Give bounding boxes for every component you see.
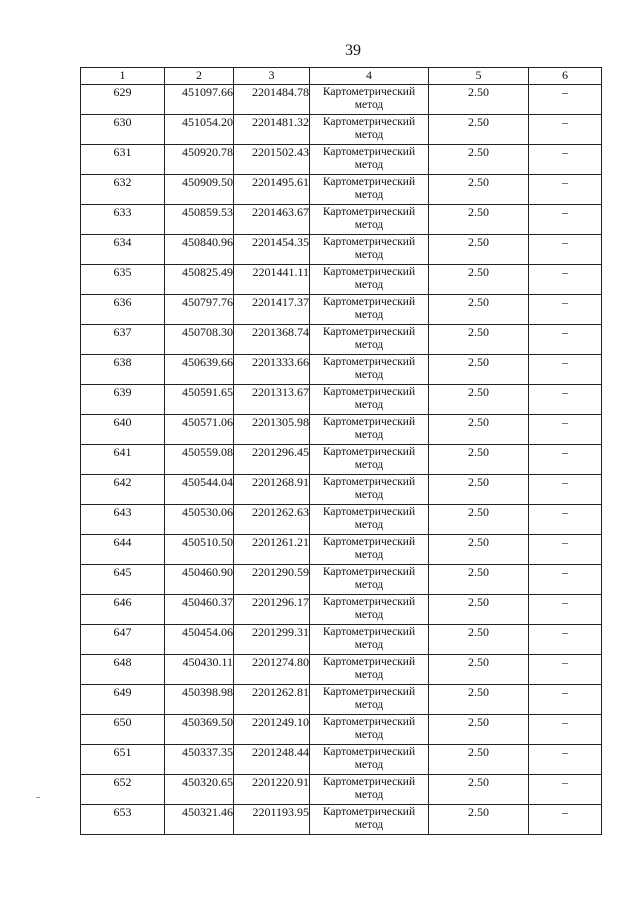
x-coordinate-cell: 451054.20 <box>165 115 234 145</box>
method-cell: Картометрический метод <box>310 355 429 385</box>
accuracy-cell: 2.50 <box>429 325 529 355</box>
x-coordinate-cell: 450454.06 <box>165 625 234 655</box>
point-number-cell: 644 <box>81 535 165 565</box>
table-row <box>81 295 602 325</box>
table-row <box>81 715 602 745</box>
point-number-cell: 653 <box>81 805 165 835</box>
column-header-2: 2 <box>165 68 234 85</box>
x-coordinate-cell: 450920.78 <box>165 145 234 175</box>
column-header-3: 3 <box>234 68 310 85</box>
y-coordinate-cell: 2201368.74 <box>234 325 310 355</box>
note-cell: – <box>529 505 602 535</box>
accuracy-cell: 2.50 <box>429 145 529 175</box>
x-coordinate-cell: 450460.90 <box>165 565 234 595</box>
column-header-5: 5 <box>429 68 529 85</box>
point-number-cell: 650 <box>81 715 165 745</box>
accuracy-cell: 2.50 <box>429 415 529 445</box>
x-coordinate-cell: 450530.06 <box>165 505 234 535</box>
table-row <box>81 145 602 175</box>
method-cell: Картометрический метод <box>310 85 429 115</box>
accuracy-cell: 2.50 <box>429 625 529 655</box>
accuracy-cell: 2.50 <box>429 205 529 235</box>
y-coordinate-cell: 2201262.63 <box>234 505 310 535</box>
x-coordinate-cell: 450591.65 <box>165 385 234 415</box>
x-coordinate-cell: 450337.35 <box>165 745 234 775</box>
table-row <box>81 505 602 535</box>
point-number-cell: 647 <box>81 625 165 655</box>
table-row <box>81 415 602 445</box>
y-coordinate-cell: 2201333.66 <box>234 355 310 385</box>
table-row <box>81 445 602 475</box>
x-coordinate-cell: 450320.65 <box>165 775 234 805</box>
note-cell: – <box>529 565 602 595</box>
accuracy-cell: 2.50 <box>429 505 529 535</box>
x-coordinate-cell: 450430.11 <box>165 655 234 685</box>
table-row <box>81 565 602 595</box>
x-coordinate-cell: 450639.66 <box>165 355 234 385</box>
point-number-cell: 638 <box>81 355 165 385</box>
table-row <box>81 745 602 775</box>
method-cell: Картометрический метод <box>310 265 429 295</box>
y-coordinate-cell: 2201193.95 <box>234 805 310 835</box>
table-row <box>81 205 602 235</box>
method-cell: Картометрический метод <box>310 385 429 415</box>
point-number-cell: 637 <box>81 325 165 355</box>
note-cell: – <box>529 715 602 745</box>
point-number-cell: 641 <box>81 445 165 475</box>
accuracy-cell: 2.50 <box>429 235 529 265</box>
method-cell: Картометрический метод <box>310 565 429 595</box>
point-number-cell: 640 <box>81 415 165 445</box>
y-coordinate-cell: 2201296.45 <box>234 445 310 475</box>
y-coordinate-cell: 2201305.98 <box>234 415 310 445</box>
note-cell: – <box>529 115 602 145</box>
x-coordinate-cell: 450544.04 <box>165 475 234 505</box>
method-cell: Картометрический метод <box>310 445 429 475</box>
note-cell: – <box>529 445 602 475</box>
note-cell: – <box>529 625 602 655</box>
accuracy-cell: 2.50 <box>429 175 529 205</box>
table-row <box>81 355 602 385</box>
table-row <box>81 805 602 835</box>
x-coordinate-cell: 450708.30 <box>165 325 234 355</box>
note-cell: – <box>529 745 602 775</box>
note-cell: – <box>529 325 602 355</box>
page-number: 39 <box>345 42 361 59</box>
accuracy-cell: 2.50 <box>429 265 529 295</box>
x-coordinate-cell: 450825.49 <box>165 265 234 295</box>
point-number-cell: 636 <box>81 295 165 325</box>
y-coordinate-cell: 2201274.80 <box>234 655 310 685</box>
method-cell: Картометрический метод <box>310 805 429 835</box>
note-cell: – <box>529 385 602 415</box>
method-cell: Картометрический метод <box>310 505 429 535</box>
table-body <box>81 85 602 835</box>
point-number-cell: 634 <box>81 235 165 265</box>
method-cell: Картометрический метод <box>310 205 429 235</box>
method-cell: Картометрический метод <box>310 625 429 655</box>
method-cell: Картометрический метод <box>310 745 429 775</box>
y-coordinate-cell: 2201441.11 <box>234 265 310 295</box>
table-row <box>81 685 602 715</box>
y-coordinate-cell: 2201268.91 <box>234 475 310 505</box>
accuracy-cell: 2.50 <box>429 595 529 625</box>
note-cell: – <box>529 175 602 205</box>
x-coordinate-cell: 450559.08 <box>165 445 234 475</box>
point-number-cell: 633 <box>81 205 165 235</box>
header-row <box>81 68 602 85</box>
x-coordinate-cell: 450369.50 <box>165 715 234 745</box>
method-cell: Картометрический метод <box>310 655 429 685</box>
accuracy-cell: 2.50 <box>429 745 529 775</box>
note-cell: – <box>529 205 602 235</box>
note-cell: – <box>529 355 602 385</box>
table-row <box>81 325 602 355</box>
y-coordinate-cell: 2201296.17 <box>234 595 310 625</box>
table-row <box>81 265 602 295</box>
table-row <box>81 655 602 685</box>
y-coordinate-cell: 2201417.37 <box>234 295 310 325</box>
table-header <box>81 68 602 85</box>
method-cell: Картометрический метод <box>310 325 429 355</box>
note-cell: – <box>529 415 602 445</box>
method-cell: Картометрический метод <box>310 145 429 175</box>
x-coordinate-cell: 451097.66 <box>165 85 234 115</box>
y-coordinate-cell: 2201249.10 <box>234 715 310 745</box>
point-number-cell: 649 <box>81 685 165 715</box>
accuracy-cell: 2.50 <box>429 565 529 595</box>
table-row <box>81 385 602 415</box>
x-coordinate-cell: 450321.46 <box>165 805 234 835</box>
accuracy-cell: 2.50 <box>429 355 529 385</box>
y-coordinate-cell: 2201262.81 <box>234 685 310 715</box>
note-cell: – <box>529 85 602 115</box>
table-row <box>81 115 602 145</box>
scan-speck <box>36 797 40 798</box>
accuracy-cell: 2.50 <box>429 85 529 115</box>
point-number-cell: 645 <box>81 565 165 595</box>
y-coordinate-cell: 2201248.44 <box>234 745 310 775</box>
y-coordinate-cell: 2201220.91 <box>234 775 310 805</box>
table-row <box>81 475 602 505</box>
method-cell: Картометрический метод <box>310 595 429 625</box>
point-number-cell: 652 <box>81 775 165 805</box>
y-coordinate-cell: 2201463.67 <box>234 205 310 235</box>
y-coordinate-cell: 2201313.67 <box>234 385 310 415</box>
note-cell: – <box>529 475 602 505</box>
accuracy-cell: 2.50 <box>429 445 529 475</box>
x-coordinate-cell: 450571.06 <box>165 415 234 445</box>
note-cell: – <box>529 145 602 175</box>
point-number-cell: 642 <box>81 475 165 505</box>
accuracy-cell: 2.50 <box>429 385 529 415</box>
point-number-cell: 631 <box>81 145 165 175</box>
accuracy-cell: 2.50 <box>429 775 529 805</box>
table-row <box>81 595 602 625</box>
y-coordinate-cell: 2201495.61 <box>234 175 310 205</box>
method-cell: Картометрический метод <box>310 295 429 325</box>
accuracy-cell: 2.50 <box>429 115 529 145</box>
y-coordinate-cell: 2201481.32 <box>234 115 310 145</box>
note-cell: – <box>529 685 602 715</box>
accuracy-cell: 2.50 <box>429 685 529 715</box>
note-cell: – <box>529 775 602 805</box>
method-cell: Картометрический метод <box>310 715 429 745</box>
point-number-cell: 629 <box>81 85 165 115</box>
column-header-6: 6 <box>529 68 602 85</box>
point-number-cell: 632 <box>81 175 165 205</box>
note-cell: – <box>529 235 602 265</box>
x-coordinate-cell: 450909.50 <box>165 175 234 205</box>
method-cell: Картометрический метод <box>310 115 429 145</box>
point-number-cell: 643 <box>81 505 165 535</box>
note-cell: – <box>529 265 602 295</box>
y-coordinate-cell: 2201299.31 <box>234 625 310 655</box>
table-row <box>81 535 602 565</box>
method-cell: Картометрический метод <box>310 475 429 505</box>
note-cell: – <box>529 655 602 685</box>
table-row <box>81 235 602 265</box>
x-coordinate-cell: 450840.96 <box>165 235 234 265</box>
x-coordinate-cell: 450398.98 <box>165 685 234 715</box>
x-coordinate-cell: 450510.50 <box>165 535 234 565</box>
x-coordinate-cell: 450859.53 <box>165 205 234 235</box>
method-cell: Картометрический метод <box>310 235 429 265</box>
table-row <box>81 625 602 655</box>
method-cell: Картометрический метод <box>310 775 429 805</box>
method-cell: Картометрический метод <box>310 415 429 445</box>
y-coordinate-cell: 2201484.78 <box>234 85 310 115</box>
point-number-cell: 651 <box>81 745 165 775</box>
method-cell: Картометрический метод <box>310 175 429 205</box>
note-cell: – <box>529 805 602 835</box>
y-coordinate-cell: 2201454.35 <box>234 235 310 265</box>
table-row <box>81 85 602 115</box>
accuracy-cell: 2.50 <box>429 805 529 835</box>
accuracy-cell: 2.50 <box>429 655 529 685</box>
accuracy-cell: 2.50 <box>429 535 529 565</box>
note-cell: – <box>529 535 602 565</box>
y-coordinate-cell: 2201290.59 <box>234 565 310 595</box>
column-header-1: 1 <box>81 68 165 85</box>
point-number-cell: 646 <box>81 595 165 625</box>
x-coordinate-cell: 450460.37 <box>165 595 234 625</box>
note-cell: – <box>529 295 602 325</box>
method-cell: Картометрический метод <box>310 685 429 715</box>
point-number-cell: 630 <box>81 115 165 145</box>
column-header-4: 4 <box>310 68 429 85</box>
y-coordinate-cell: 2201502.43 <box>234 145 310 175</box>
x-coordinate-cell: 450797.76 <box>165 295 234 325</box>
coordinates-table <box>80 67 602 835</box>
point-number-cell: 639 <box>81 385 165 415</box>
y-coordinate-cell: 2201261.21 <box>234 535 310 565</box>
method-cell: Картометрический метод <box>310 535 429 565</box>
point-number-cell: 635 <box>81 265 165 295</box>
accuracy-cell: 2.50 <box>429 715 529 745</box>
note-cell: – <box>529 595 602 625</box>
accuracy-cell: 2.50 <box>429 295 529 325</box>
point-number-cell: 648 <box>81 655 165 685</box>
table-row <box>81 775 602 805</box>
accuracy-cell: 2.50 <box>429 475 529 505</box>
table-row <box>81 175 602 205</box>
